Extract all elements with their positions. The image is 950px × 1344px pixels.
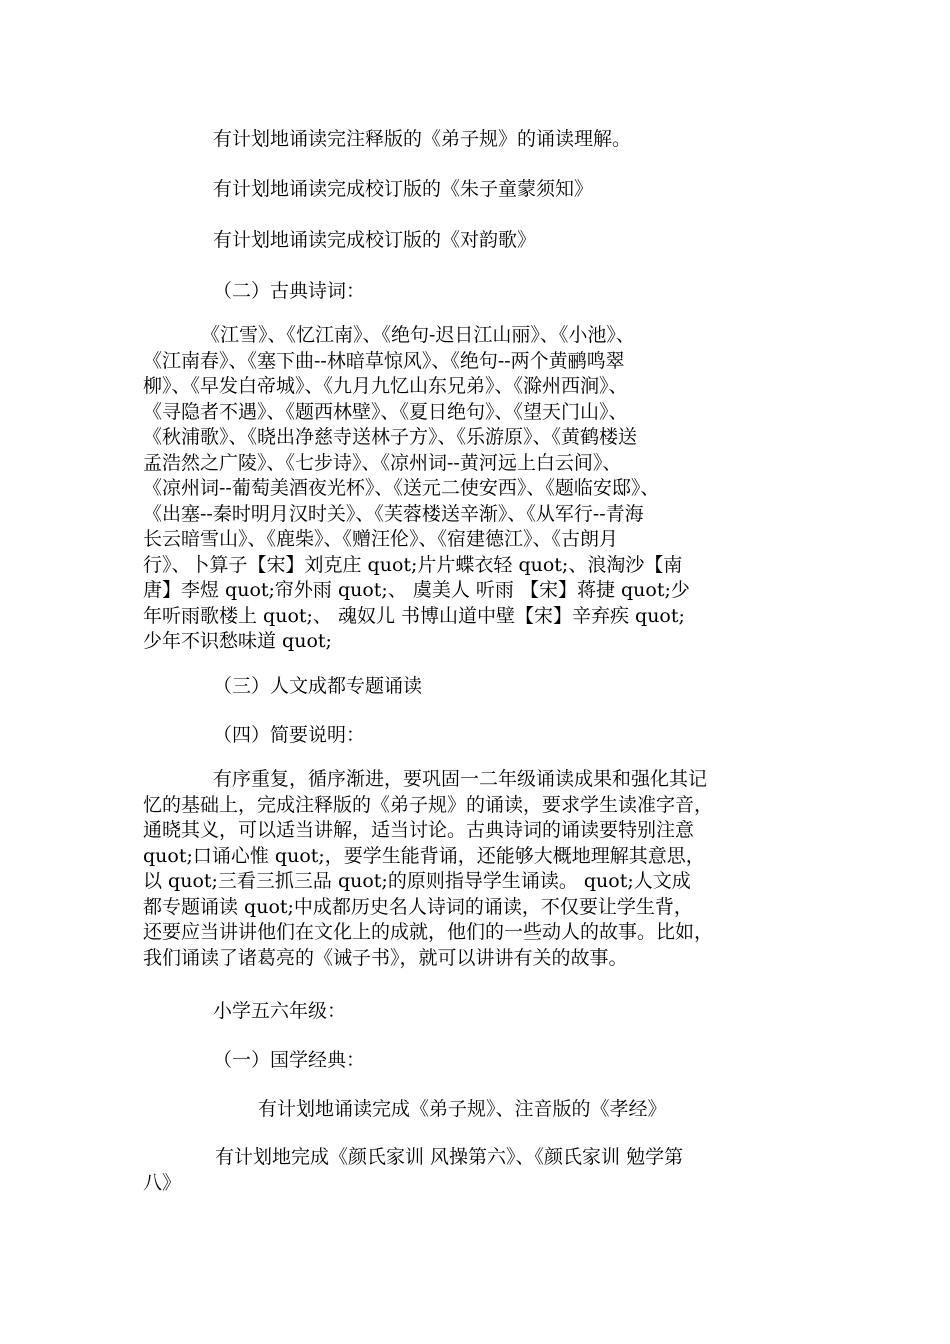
text-line: 有计划地诵读完注释版的《弟子规》的诵读理解。 [213,128,632,150]
section-heading: （二）古典诗词： [213,280,366,302]
paragraph-line: 《凉州词--葡萄美酒夜光杯》、《送元二使安西》、《题临安邸》、 [143,477,660,499]
text-line: 有计划地诵读完成校订版的《朱子童蒙须知》 [213,178,594,200]
explanation-paragraph [143,767,823,971]
section-heading: （三）人文成都专题诵读 [213,675,423,697]
paragraph-line: 我们诵读了诸葛亮的《诫子书》，就可以讲讲有关的故事。 [143,946,628,969]
paragraph-line: 还要应当讲讲他们在文化上的成就，他们的一些动人的故事。比如， [143,921,714,943]
paragraph-line: 通晓其义，可以适当讲解，适当讨论。古典诗词的诵读要特别注意 [143,819,695,841]
paragraph-line: 柳》、《早发白帝城》、《九月九忆山东兄弟》、《滁州西涧》、 [143,375,628,397]
paragraph-line: 《秋浦歌》、《晓出净慈寺送林子方》、《乐游原》、《黄鹤楼送 [143,426,638,448]
paragraph-line: 都专题诵读 quot;中成都历史名人诗词的诵读，不仅要让学生背， [143,895,693,918]
poems-paragraph [143,323,823,655]
section-heading: 小学五六年级： [213,1000,347,1022]
paragraph-line: 忆的基础上，完成注释版的《弟子规》的诵读，要求学生读准字音， [143,793,714,816]
paragraph-line: 行》、卜算子【宋】刘克庄 quot;片片蝶衣轻 quot;、浪淘沙【南 [143,553,683,576]
paragraph-line: 孟浩然之广陵》、《七步诗》、《凉州词--黄河远上白云间》、 [143,451,622,474]
last-paragraph [143,1145,823,1196]
text-line: 有计划地诵读完成校订版的《对韵歌》 [213,229,537,251]
paragraph-line: 唐】李煜 quot;帘外雨 quot;、 虞美人 听雨 【宋】蒋捷 quot;少 [143,579,690,601]
paragraph-line: 《江雪》、《忆江南》、《绝句-迟日江山丽》、《小池》、 [201,324,635,346]
section-heading: （一）国学经典： [213,1049,366,1071]
section-heading: （四）简要说明： [213,724,366,746]
paragraph-line: 《江南春》、《塞下曲--林暗草惊风》、《绝句--两个黄鹂鸣翠 [143,349,625,372]
paragraph-line: 少年不识愁味道 quot; [143,630,332,652]
paragraph-line: 长云暗雪山》、《鹿柴》、《赠汪伦》、《宿建德江》、《古朗月 [143,528,619,550]
paragraph-line: 《出塞--秦时明月汉时关》、《芙蓉楼送辛渐》、《从军行--青海 [143,502,644,525]
paragraph-line: 以 quot;三看三抓三品 quot;的原则指导学生诵读。 quot;人文成 [143,870,691,892]
text-line: 有计划地诵读完成《弟子规》、注音版的《孝经》 [258,1098,667,1120]
paragraph-line: 年听雨歌楼上 quot;、 魂奴儿 书博山道中壁【宋】辛弃疾 quot; [143,604,685,627]
paragraph-line: quot;口诵心惟 quot;，要学生能背诵，还能够大概地理解其意思， [143,844,705,867]
paragraph-line: 八》 [143,1171,182,1194]
paragraph-line: 有序重复，循序渐进，要巩固一二年级诵读成果和强化其记 [213,768,708,790]
paragraph-line: 有计划地完成《颜氏家训 风操第六》、《颜氏家训 勉学第 [215,1146,684,1168]
paragraph-line: 《寻隐者不遇》、《题西林壁》、《夏日绝句》、《望天门山》、 [143,400,628,423]
